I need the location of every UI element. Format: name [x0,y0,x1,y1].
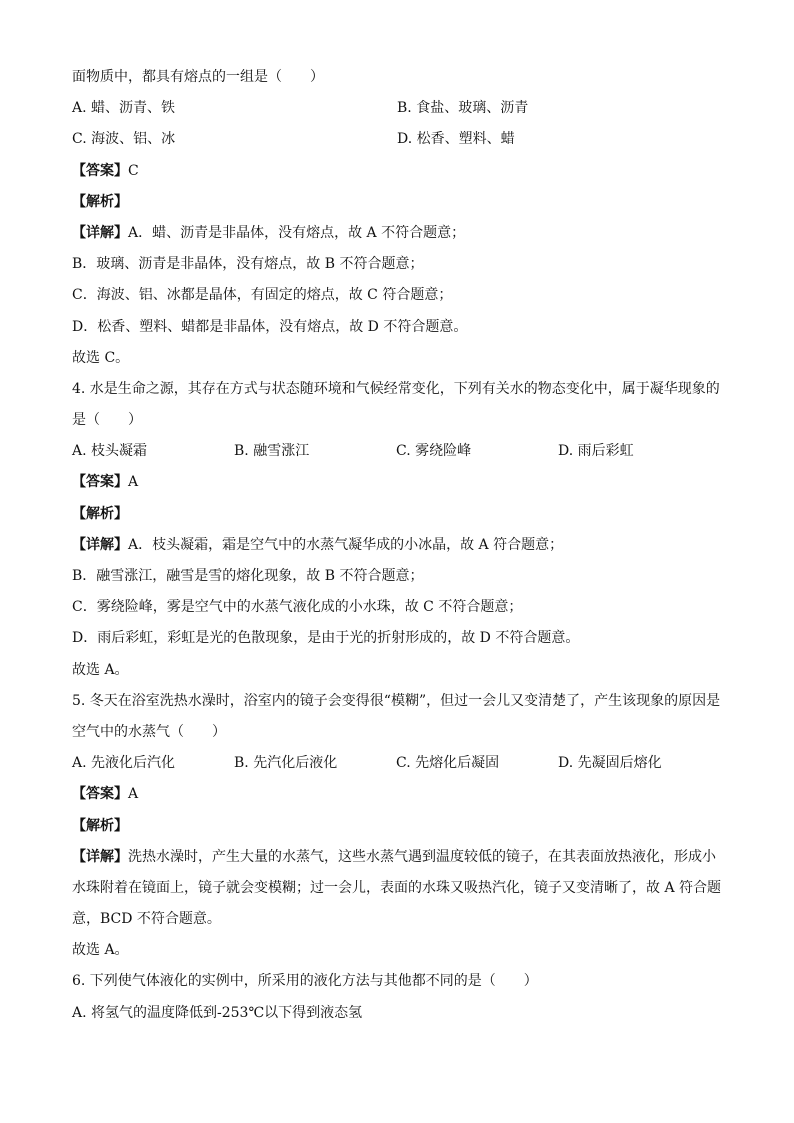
text-line: 故选 A。 [72,942,129,959]
text-line: 面物质中，都具有熔点的一组是（ ） [72,69,324,85]
tagged-line [72,187,722,218]
text-line: 4. 水是生命之源，其存在方式与状态随环境和气候经常变化，下列有关水的物态变化中，属于凝华现象的 [72,380,720,397]
option-item: D. 先凝固后熔化 [558,755,662,772]
text-line: C．海波、铝、冰都是晶体，有固定的熔点，故 C 符合题意； [72,287,453,304]
option-item: C. 雾绕险峰 [396,443,472,460]
section-tag: 【解析】 [72,193,128,210]
text-line: D．松香、塑料、蜡都是非晶体，没有熔点，故 D 不符合题意。 [72,318,468,335]
text-line: B．玻璃、沥青是非晶体，没有熔点，故 B 不符合题意； [72,256,424,273]
section-tag: 【详解】 [72,536,128,553]
text-line: A. 将氢气的温度降低到-253℃以下得到液态氢 [72,1004,363,1021]
text-line: D．雨后彩虹，彩虹是光的色散现象，是由于光的折射形成的，故 D 不符合题意。 [72,630,580,647]
section-tag: 【解析】 [72,505,128,522]
tagged-line [72,467,722,498]
option-item: A. 枝头凝霜 [72,443,148,460]
document-page [72,62,722,1029]
section-tag: 【详解】 [72,224,128,241]
options-row [72,436,722,467]
tagged-text: C [128,162,139,179]
tagged-text: A [128,786,139,803]
text-line: 水珠附着在镜面上，镜子就会变模糊；过一会儿，表面的水珠又吸热汽化，镜子又变清晰了，故 A 符合题 [72,879,722,896]
section-tag: 【答案】 [72,162,128,179]
option-item: B. 融雪涨江 [234,443,310,460]
text-line: 6. 下列使气体液化的实例中，所采用的液化方法与其他都不同的是（ ） [72,973,538,990]
tagged-text: A [128,474,139,491]
tagged-line [72,811,722,842]
text-line: 故选 C。 [72,349,130,366]
option-item: C. 海波、铝、冰 [72,131,176,148]
text-line: 5. 冬天在浴室洗热水澡时，浴室内的镜子会变得很“模糊”，但过一会儿又变清楚了，产生该现象的原因是 [72,692,721,709]
option-item: C. 先熔化后凝固 [396,755,500,772]
text-line: C．雾绕险峰，雾是空气中的水蒸气液化成的小水珠，故 C 不符合题意； [72,599,523,616]
text-line: 是（ ） [72,412,142,429]
option-item: A. 蜡、沥青、铁 [72,100,176,117]
tagged-line [72,499,722,530]
option-item: B. 先汽化后液化 [234,755,338,772]
options-row [72,124,722,155]
tagged-line [72,530,722,561]
section-tag: 【解析】 [72,817,128,834]
text-line: 故选 A。 [72,661,129,678]
tagged-text: A．枝头凝霜，霜是空气中的水蒸气凝华成的小冰晶，故 A 符合题意； [128,536,564,553]
text-line: 意，BCD 不符合题意。 [72,911,221,928]
options-row [72,748,722,779]
tagged-text: 洗热水澡时，产生大量的水蒸气，这些水蒸气遇到温度较低的镜子，在其表面放热液化，形成小 [128,848,716,865]
options-row [72,93,722,124]
tagged-text: A．蜡、沥青是非晶体，没有熔点，故 A 不符合题意； [128,224,466,241]
tagged-line [72,779,722,810]
tagged-line [72,842,722,873]
text-line: 空气中的水蒸气（ ） [72,723,226,740]
tagged-line [72,218,722,249]
text-line: B．融雪涨江，融雪是雪的熔化现象，故 B 不符合题意； [72,568,424,584]
section-tag: 【答案】 [72,786,128,803]
option-item: D. 松香、塑料、蜡 [397,131,515,148]
section-tag: 【详解】 [72,848,128,865]
option-item: D. 雨后彩虹 [558,443,634,460]
option-item: B. 食盐、玻璃、沥青 [397,100,529,117]
section-tag: 【答案】 [72,474,128,491]
option-item: A. 先液化后汽化 [72,755,176,772]
tagged-line [72,156,722,187]
